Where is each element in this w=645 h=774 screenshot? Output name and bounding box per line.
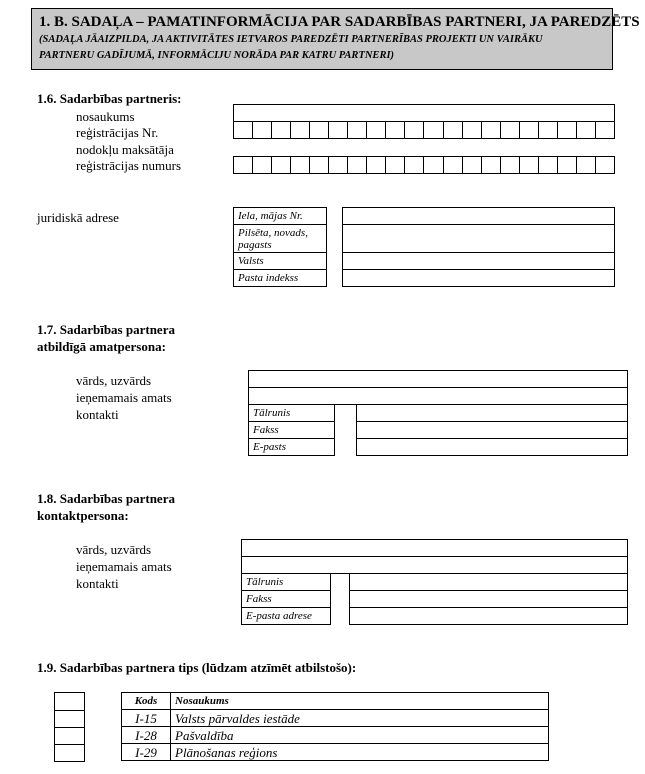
contact-fax-label: Fakss — [242, 591, 331, 608]
official-fax-input[interactable] — [356, 421, 628, 439]
address-field-labels — [233, 207, 327, 287]
label-contact-contacts: kontakti — [76, 576, 119, 591]
row-code: I-15 — [122, 710, 171, 727]
type-checkbox-i28[interactable] — [54, 727, 85, 745]
address-city-input[interactable] — [342, 224, 615, 253]
official-phone-input[interactable] — [356, 404, 628, 422]
official-email-input[interactable] — [356, 438, 628, 456]
label-official-contacts: kontakti — [76, 407, 119, 422]
table-row — [122, 710, 549, 727]
contact-fax-input[interactable] — [349, 590, 628, 608]
row-code: I-28 — [122, 727, 171, 744]
official-position-input[interactable] — [248, 387, 628, 405]
row-code: I-29 — [122, 744, 171, 761]
section-title: 1. B. SADAĻA – PAMATINFORMĀCIJA PAR SADARBĪBAS PARTNERI, JA PAREDZĒTS — [39, 14, 640, 30]
contact-email-input[interactable] — [349, 607, 628, 625]
type-checkbox-empty — [54, 692, 85, 711]
partner-type-table — [121, 692, 549, 761]
label-official-position: ieņemamais amats — [76, 390, 172, 405]
partner-name-input[interactable] — [233, 104, 615, 122]
type-checkbox-i29[interactable] — [54, 744, 85, 762]
contact-email-label: E-pasta adrese — [242, 608, 331, 625]
address-postcode-input[interactable] — [342, 269, 615, 287]
official-email-label: E-pasts — [249, 439, 335, 456]
row-name: Pašvaldība — [171, 727, 549, 744]
table-row — [122, 727, 549, 744]
tax-number-cells[interactable] — [233, 156, 615, 174]
contact-position-input[interactable] — [241, 556, 628, 574]
address-label-city: Pilsēta, novads, pagasts — [234, 225, 327, 253]
row-name: Valsts pārvaldes iestāde — [171, 710, 549, 727]
contact-phone-input[interactable] — [349, 573, 628, 591]
address-label-postcode: Pasta indekss — [234, 270, 327, 287]
row-name: Plānošanas reģions — [171, 744, 549, 761]
heading-1-8-line1: 1.8. Sadarbības partnera — [37, 491, 175, 506]
heading-1-7-line2: atbildīgā amatpersona: — [37, 339, 166, 354]
contact-name-input[interactable] — [241, 539, 628, 557]
official-fax-label: Fakss — [249, 422, 335, 439]
address-label-country: Valsts — [234, 253, 327, 270]
official-phone-label: Tālrunis — [249, 405, 335, 422]
address-country-input[interactable] — [342, 252, 615, 270]
label-contact-position: ieņemamais amats — [76, 559, 172, 574]
label-tax-1: nodokļu maksātāja — [76, 142, 174, 157]
contact-phone-label: Tālrunis — [242, 574, 331, 591]
section-subtitle-1: (SADAĻA JĀAIZPILDA, JA AKTIVITĀTES IETVAROS PAREDZĒTI PARTNERĪBAS PROJEKTI UN VAIRĀKU — [39, 34, 543, 45]
reg-number-cells[interactable] — [233, 121, 615, 139]
label-tax-2: reģistrācijas numurs — [76, 158, 182, 173]
section-header — [31, 8, 640, 70]
type-checkbox-i15[interactable] — [54, 710, 85, 728]
col-code-header: Kods — [122, 693, 171, 710]
section-subtitle-2: PARTNERU GADĪJUMĀ, INFORMĀCIJU NORĀDA PAR KATRU PARTNERI) — [39, 50, 395, 61]
heading-1-6: 1.6. Sadarbības partneris: — [37, 91, 182, 106]
col-name-header: Nosaukums — [171, 693, 549, 710]
contact-field-labels — [241, 573, 331, 625]
official-contact-labels — [248, 404, 335, 456]
heading-1-8-line2: kontaktpersona: — [37, 508, 129, 523]
label-contact-name: vārds, uzvārds — [76, 542, 152, 557]
label-official-name: vārds, uzvārds — [76, 373, 152, 388]
heading-1-9: 1.9. Sadarbības partnera tips (lūdzam atzīmēt atbilstošo): — [37, 660, 357, 675]
heading-1-7-line1: 1.7. Sadarbības partnera — [37, 322, 175, 337]
label-reg-number: reģistrācijas Nr. — [76, 125, 159, 140]
label-legal-address: juridiskā adrese — [37, 210, 119, 225]
address-street-input[interactable] — [342, 207, 615, 225]
official-name-input[interactable] — [248, 370, 628, 388]
label-partner-name: nosaukums — [76, 109, 135, 124]
table-row — [122, 744, 549, 761]
address-label-street: Iela, mājas Nr. — [234, 208, 327, 225]
